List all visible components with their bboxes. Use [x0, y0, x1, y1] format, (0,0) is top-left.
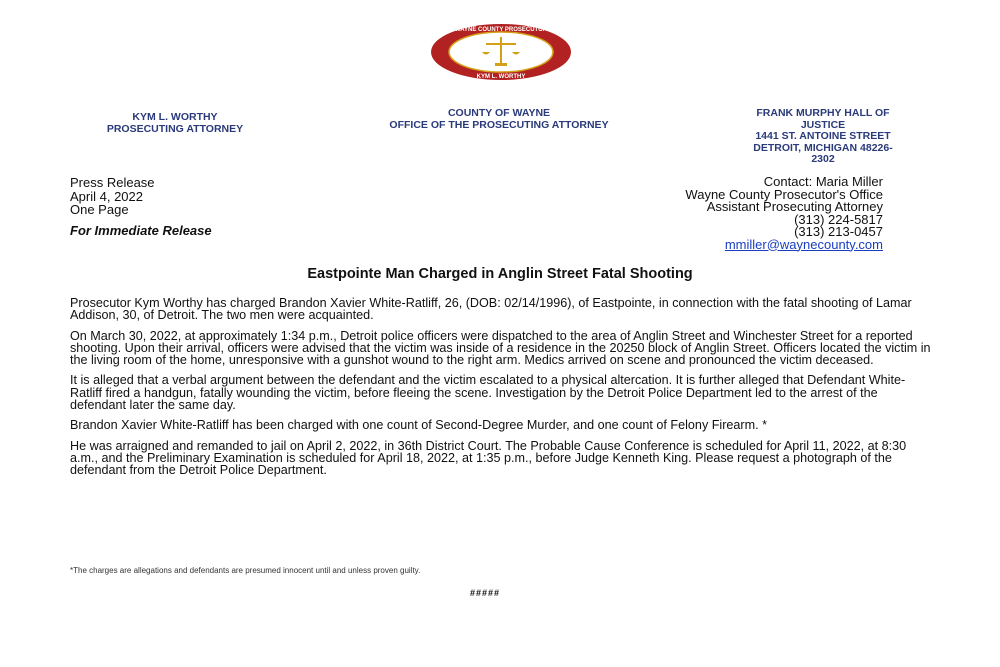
address-line-4: DETROIT, MICHIGAN 48226-	[753, 141, 893, 154]
contact-name: Contact: Maria Miller	[763, 174, 883, 189]
address-line-5: 2302	[811, 153, 835, 165]
county-seal	[428, 22, 574, 82]
body-paragraph: Prosecutor Kym Worthy has charged Brandon Xavier White-Ratliff, 26, (DOB: 02/14/1996), of Eastpointe, in connection with the fatal shooting of Lamar Addison, 30, of Detroit. The two men were acquainted.	[70, 296, 912, 323]
contact-phone-2: (313) 213-0457	[794, 224, 883, 239]
end-mark: #####	[470, 588, 501, 598]
seal-graphic	[428, 22, 574, 82]
press-release-headline: Eastpointe Man Charged in Anglin Street Fatal Shooting	[307, 266, 693, 282]
seal-ring-top-text: WAYNE COUNTY PROSECUTOR	[454, 27, 548, 33]
immediate-release-label: For Immediate Release	[70, 222, 212, 238]
prosecutor-name: KYM L. WORTHY	[132, 111, 218, 123]
address-line-3: 1441 ST. ANTOINE STREET	[755, 130, 891, 142]
body-paragraph: It is alleged that a verbal argument between the defendant and the victim escalated to a physical altercation. It is further alleged that Defendant White-Ratliff fired a handgun, fatally wounding the victim, before fleeing the scene. Investigation by the Detroit Police Department led to the arrest of the defendant later the same day.	[70, 373, 906, 413]
release-meta	[70, 176, 212, 237]
scales-base	[495, 63, 507, 66]
contact-block	[685, 176, 883, 251]
seal-ring-bottom-text: KYM L. WORTHY	[476, 74, 526, 80]
letterhead-right	[708, 108, 938, 166]
contact-title: Assistant Prosecuting Attorney	[706, 199, 883, 214]
body-paragraph: He was arraigned and remanded to jail on April 2, 2022, in 36th District Court. The Probable Cause Conference is scheduled for April 11, 2022, at 8:30 a.m., and the Preliminary Examination is scheduled for April 18, 2022, at 1:35 p.m., before Judge Kenneth King. Please request a photograph of the defendant from the Detroit Police Department.	[70, 438, 907, 478]
letterhead-center	[318, 108, 680, 131]
contact-office: Wayne County Prosecutor's Office	[685, 186, 883, 202]
contact-email-link[interactable]: mmiller@waynecounty.com	[724, 236, 883, 252]
body-paragraph: On March 30, 2022, at approximately 1:34 p.m., Detroit police officers were dispatched to the area of Anglin Street and Winchester Street for a reported shooting. Upon their arrival, officers were advised that the victim was inside of a residence in the 20250 block of Anglin Street. Officers located the victim in the living room of the home, unresponsive with a gunshot wound to the right arm. Medics arrived on scene and pronounced the victim deceased.	[70, 328, 931, 368]
release-pages: One Page	[70, 202, 129, 217]
prosecutor-title: PROSECUTING ATTORNEY	[106, 122, 244, 135]
contact-phone-1: (313) 224-5817	[794, 211, 883, 227]
office-name: OFFICE OF THE PROSECUTING ATTORNEY	[389, 118, 609, 131]
body-paragraph: Brandon Xavier White-Ratliff has been charged with one count of Second-Degree Murder, and one count of Felony Firearm. *	[70, 418, 768, 433]
county-name: COUNTY OF WAYNE	[447, 107, 551, 119]
release-type: Press Release	[70, 175, 155, 190]
press-release-body	[70, 297, 932, 485]
address-line-2: JUSTICE	[800, 118, 846, 131]
legal-footnote: *The charges are allegations and defendants are presumed innocent until and unless proven guilty.	[70, 566, 421, 575]
letterhead-left	[60, 112, 290, 135]
release-date: April 4, 2022	[70, 188, 143, 204]
address-line-1: FRANK MURPHY HALL OF	[756, 107, 890, 119]
